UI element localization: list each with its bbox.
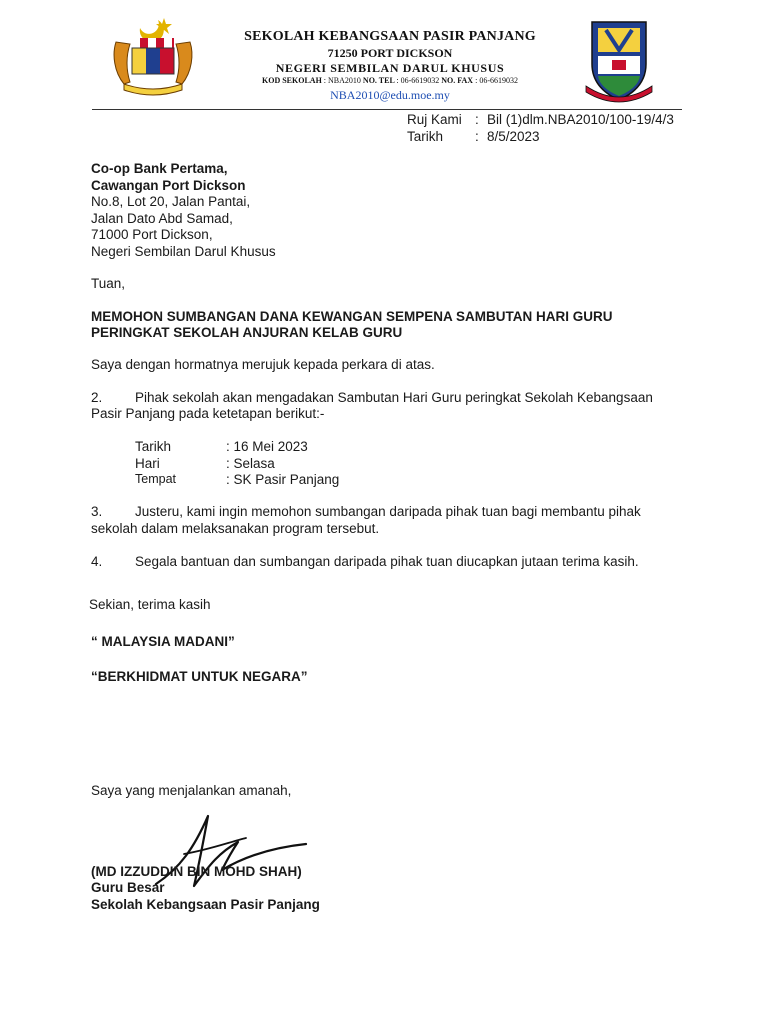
tarikh-separator: : [475, 129, 479, 144]
tel-value: : 06-6619032 [396, 76, 440, 85]
coat-of-arms-logo [108, 14, 198, 104]
signatory-name: (MD IZZUDDIN BIN MOHD SHAH) [91, 864, 302, 879]
school-contact-line [210, 76, 570, 85]
letterhead-divider [92, 109, 682, 110]
tel-label: NO. TEL [362, 76, 395, 85]
detail-tempat-value: : SK Pasir Panjang [226, 472, 340, 487]
detail-tempat-label: Tempat [135, 472, 176, 486]
code-value: : NBA2010 [323, 76, 361, 85]
closing-amanah: Saya yang menjalankan amanah, [91, 783, 292, 798]
school-state: NEGERI SEMBILAN DARUL KHUSUS [275, 61, 505, 75]
recipient-line-3: No.8, Lot 20, Jalan Pantai, [91, 194, 251, 209]
school-name: SEKOLAH KEBANGSAAN PASIR PANJANG [244, 29, 536, 44]
school-emblem-logo [584, 16, 654, 106]
paragraph-2-line-1: Pihak sekolah akan mengadakan Sambutan Hari Guru peringkat Sekolah Kebangsaan [135, 390, 653, 405]
salutation: Tuan, [91, 276, 126, 291]
paragraph-1: Saya dengan hormatnya merujuk kepada perkara di atas. [91, 357, 435, 372]
signatory-title: Guru Besar [91, 880, 165, 895]
recipient-line-6: Negeri Sembilan Darul Khusus [91, 244, 276, 259]
subject-line-1: MEMOHON SUMBANGAN DANA KEWANGAN SEMPENA SAMBUTAN HARI GURU [91, 309, 613, 324]
paragraph-3-line-2: sekolah dalam melaksanakan program tersebut. [91, 521, 380, 536]
paragraph-3-line-1: Justeru, kami ingin memohon sumbangan daripada pihak tuan bagi membantu pihak [135, 504, 641, 519]
motto-malaysia-madani: “ MALAYSIA MADANI” [91, 634, 235, 649]
code-label: KOD SEKOLAH [262, 76, 322, 85]
fax-value: : 06-6619032 [475, 76, 518, 85]
subject-line-2: PERINGKAT SEKOLAH ANJURAN KELAB GURU [91, 325, 403, 340]
detail-hari-label: Hari [135, 456, 160, 471]
ruj-kami-value: Bil (1)dlm.NBA2010/100-19/4/3 [487, 112, 674, 127]
ruj-kami-label: Ruj Kami [407, 112, 462, 127]
ruj-kami-separator: : [475, 112, 479, 127]
signatory-organisation: Sekolah Kebangsaan Pasir Panjang [91, 897, 320, 912]
paragraph-2-line-2: Pasir Panjang pada ketetapan berikut:- [91, 406, 325, 421]
detail-tarikh-value: : 16 Mei 2023 [226, 439, 308, 454]
recipient-line-4: Jalan Dato Abd Samad, [91, 211, 233, 226]
paragraph-2-number: 2. [91, 390, 103, 405]
motto-berkhidmat: “BERKHIDMAT UNTUK NEGARA” [91, 669, 308, 684]
tarikh-value: 8/5/2023 [487, 129, 540, 144]
closing-sekian: Sekian, terima kasih [89, 597, 211, 612]
paragraph-4-text: Segala bantuan dan sumbangan daripada pihak tuan diucapkan jutaan terima kasih. [135, 554, 639, 569]
recipient-line-2: Cawangan Port Dickson [91, 178, 246, 193]
recipient-line-1: Co-op Bank Pertama, [91, 161, 228, 176]
handwritten-signature [150, 808, 320, 894]
tarikh-label: Tarikh [407, 129, 444, 144]
paragraph-3-number: 3. [91, 504, 103, 519]
paragraph-4-number: 4. [91, 554, 103, 569]
school-city: 71250 PORT DICKSON [327, 46, 453, 60]
detail-hari-value: : Selasa [226, 456, 275, 471]
fax-label: NO. FAX [441, 76, 474, 85]
recipient-line-5: 71000 Port Dickson, [91, 227, 213, 242]
school-email: NBA2010@edu.moe.my [330, 88, 450, 102]
detail-tarikh-label: Tarikh [135, 439, 172, 454]
